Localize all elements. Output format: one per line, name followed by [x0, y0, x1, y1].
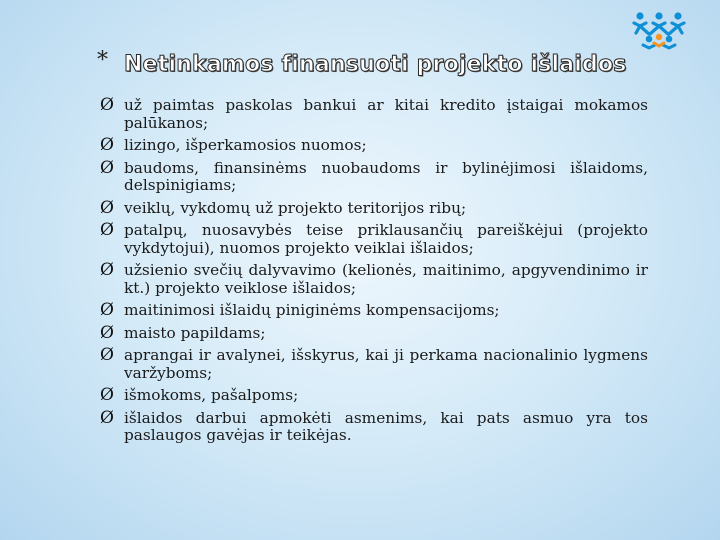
list-item-text: veiklų, vykdomų už projekto teritorijos ribų; [124, 198, 467, 217]
list-item [100, 302, 648, 320]
list-item-text: aprangai ir avalynei, išskyrus, kai ji perkama nacionalinio lygmens varžyboms; [124, 346, 648, 382]
arrow-bullet-icon: Ø [100, 407, 114, 428]
list-item-text: patalpų, nuosavybės teise priklausančių pareiškėjui (projekto vykdytojui), nuomos projekto veiklai išlaidos; [124, 221, 648, 257]
list-item-text: už paimtas paskolas bankui ar kitai kredito įstaigai mokamos palūkanos; [124, 96, 648, 132]
list-item [100, 137, 648, 155]
people-network-logo-icon [632, 10, 686, 50]
list-item-text: baudoms, finansinėms nuobaudoms ir bylinėjimosi išlaidoms, delspinigiams; [124, 158, 648, 194]
list-item-text: išmokoms, pašalpoms; [124, 386, 299, 404]
slide-title: Netinkamos finansuoti projekto išlaidos [124, 52, 627, 77]
arrow-bullet-icon: Ø [100, 300, 114, 320]
list-item [100, 407, 648, 445]
list-item [100, 322, 648, 343]
list-item [100, 262, 648, 297]
list-item-text: lizingo, išperkamosios nuomos; [124, 136, 367, 154]
list-item [100, 157, 648, 195]
arrow-bullet-icon: Ø [100, 345, 114, 365]
list-item [100, 97, 648, 132]
arrow-bullet-icon: Ø [100, 95, 114, 115]
list-item-text: išlaidos darbui apmokėti asmenims, kai pats asmuo yra tos paslaugos gavėjas ir teikėjas. [124, 408, 648, 444]
arrow-bullet-icon: Ø [100, 197, 114, 218]
ineligible-expenses-list [100, 97, 648, 450]
title-star-marker: * [97, 48, 108, 73]
arrow-bullet-icon: Ø [100, 385, 114, 405]
list-item-text: maitinimosi išlaidų piniginėms kompensacijoms; [124, 301, 500, 319]
list-item [100, 197, 648, 218]
arrow-bullet-icon: Ø [100, 260, 114, 280]
arrow-bullet-icon: Ø [100, 135, 114, 155]
arrow-bullet-icon: Ø [100, 157, 114, 178]
arrow-bullet-icon: Ø [100, 322, 114, 343]
list-item [100, 222, 648, 257]
list-item-text: maisto papildams; [124, 323, 266, 342]
list-item-text: užsienio svečių dalyvavimo (kelionės, maitinimo, apgyvendinimo ir kt.) projekto veiklose išlaidos; [124, 261, 648, 297]
arrow-bullet-icon: Ø [100, 220, 114, 240]
list-item [100, 347, 648, 382]
list-item [100, 387, 648, 405]
slide-title-row [97, 50, 697, 88]
